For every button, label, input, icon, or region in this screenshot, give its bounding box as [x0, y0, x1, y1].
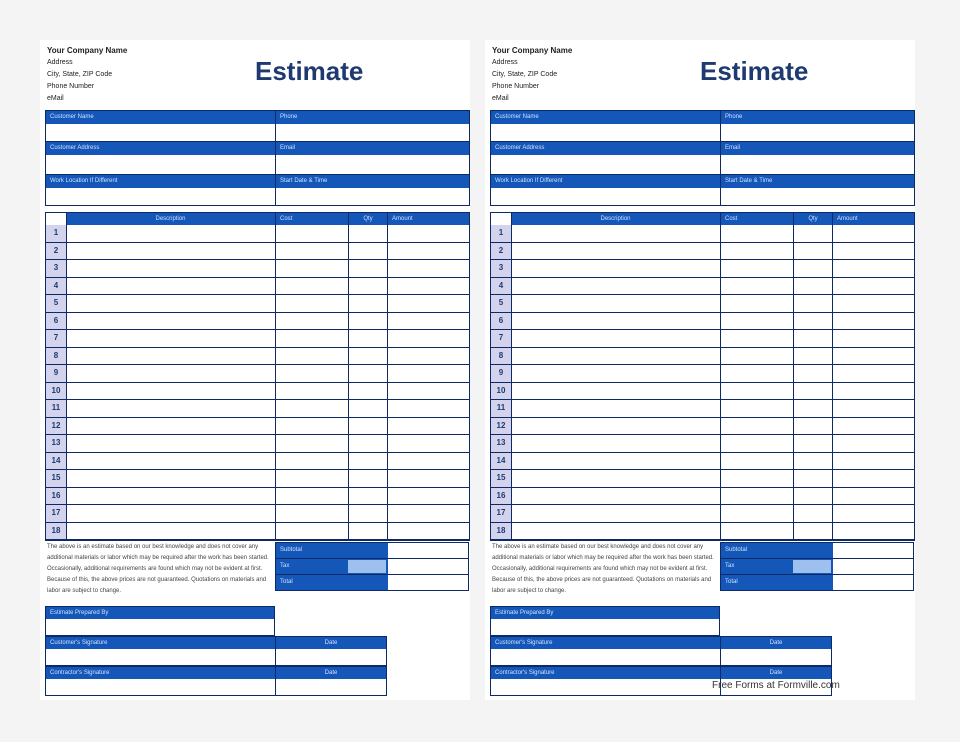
- subtotal-label: Subtotal: [721, 543, 833, 558]
- customer-signature-header: Customer's Signature: [491, 637, 720, 649]
- email-header: Email: [721, 142, 914, 155]
- row-number: 14: [46, 453, 66, 471]
- amount-header: Amount: [833, 213, 914, 225]
- total-row: [720, 574, 914, 591]
- table-row: [46, 435, 469, 453]
- row-number: 15: [46, 470, 66, 488]
- company-address: Address: [47, 59, 73, 66]
- table-row: [46, 313, 469, 331]
- row-number: 18: [491, 523, 511, 541]
- estimate-form-left: [40, 40, 470, 700]
- table-row: [491, 418, 914, 436]
- table-row: [46, 278, 469, 296]
- table-row: [491, 523, 914, 541]
- row-number: 6: [46, 313, 66, 331]
- tax-label: Tax: [276, 559, 388, 574]
- table-row: [491, 383, 914, 401]
- table-row: [46, 225, 469, 243]
- customer-address-header: Customer Address: [46, 142, 275, 155]
- contractor-signature-header: Contractor's Signature: [46, 667, 275, 679]
- row-number: 6: [491, 313, 511, 331]
- customer-signature-box: [45, 636, 387, 666]
- customer-name-header: Customer Name: [46, 111, 275, 124]
- prepared-by-box: [45, 606, 275, 636]
- table-row: [491, 330, 914, 348]
- row-number: 11: [46, 400, 66, 418]
- table-row: [46, 523, 469, 541]
- row-number: 1: [46, 225, 66, 243]
- row-number: 5: [46, 295, 66, 313]
- row-number: 14: [491, 453, 511, 471]
- line-items-table: [45, 212, 470, 541]
- form-title: Estimate: [700, 56, 809, 86]
- table-row: [46, 348, 469, 366]
- table-row: [491, 453, 914, 471]
- table-row: [46, 243, 469, 261]
- company-name: Your Company Name: [492, 46, 573, 55]
- table-row: [491, 488, 914, 506]
- start-date-header: Start Date & Time: [721, 175, 914, 188]
- table-row: [491, 470, 914, 488]
- total-label: Total: [721, 575, 833, 590]
- cost-header: Cost: [276, 213, 348, 225]
- table-row: [491, 225, 914, 243]
- table-row: [491, 365, 914, 383]
- row-number: 12: [46, 418, 66, 436]
- table-row: [46, 383, 469, 401]
- row-number: 16: [46, 488, 66, 506]
- row-number: 7: [46, 330, 66, 348]
- company-phone: Phone Number: [47, 83, 95, 90]
- qty-header: Qty: [794, 213, 832, 225]
- company-email: eMail: [492, 95, 509, 102]
- row-number: 3: [491, 260, 511, 278]
- row-number: 8: [46, 348, 66, 366]
- row-number: 15: [491, 470, 511, 488]
- start-date-header: Start Date & Time: [276, 175, 469, 188]
- prepared-by-header: Estimate Prepared By: [46, 607, 274, 619]
- tax-label: Tax: [721, 559, 833, 574]
- form-title: Estimate: [255, 56, 364, 86]
- company-phone: Phone Number: [492, 83, 540, 90]
- table-row: [491, 348, 914, 366]
- estimate-disclaimer: The above is an estimate based on our best knowledge and does not cover any additional materials or labor which may be required after the work has been started. Occasionally, additional requirements are found which may not be evident at first. Because of this, the above prices are not guaranteed. Quotations on materials and labor are subject to change.: [492, 544, 714, 594]
- table-row: [46, 295, 469, 313]
- table-row: [46, 488, 469, 506]
- table-row: [491, 400, 914, 418]
- phone-header: Phone: [721, 111, 914, 124]
- row-number: 10: [491, 383, 511, 401]
- customer-date-header: Date: [721, 637, 831, 649]
- customer-date-header: Date: [276, 637, 386, 649]
- table-row: [46, 365, 469, 383]
- table-row: [46, 330, 469, 348]
- table-row: [46, 453, 469, 471]
- row-number: 8: [491, 348, 511, 366]
- table-row: [491, 278, 914, 296]
- customer-name-header: Customer Name: [491, 111, 720, 124]
- company-city: City, State, ZIP Code: [492, 71, 558, 78]
- row-number: 13: [491, 435, 511, 453]
- row-number: 7: [491, 330, 511, 348]
- table-row: [491, 260, 914, 278]
- subtotal-label: Subtotal: [276, 543, 388, 558]
- total-label: Total: [276, 575, 388, 590]
- description-header: Description: [511, 213, 720, 225]
- row-number: 1: [491, 225, 511, 243]
- row-number: 13: [46, 435, 66, 453]
- tax-row: [720, 558, 914, 575]
- row-number: 17: [46, 505, 66, 523]
- line-items-table: [490, 212, 915, 541]
- qty-header: Qty: [349, 213, 387, 225]
- table-row: [46, 505, 469, 523]
- table-row: [46, 400, 469, 418]
- tax-rate-field[interactable]: [793, 560, 831, 573]
- table-row: [491, 505, 914, 523]
- row-number: 17: [491, 505, 511, 523]
- company-address: Address: [492, 59, 518, 66]
- row-number: 16: [491, 488, 511, 506]
- subtotal-row: [275, 542, 469, 559]
- tax-rate-field[interactable]: [348, 560, 386, 573]
- company-block: [47, 45, 127, 105]
- estimate-disclaimer: The above is an estimate based on our best knowledge and does not cover any additional materials or labor which may be required after the work has been started. Occasionally, additional requirements are found which may not be evident at first. Because of this, the above prices are not guaranteed. Quotations on materials and labor are subject to change.: [47, 544, 269, 594]
- contractor-signature-header: Contractor's Signature: [491, 667, 720, 679]
- row-number: 12: [491, 418, 511, 436]
- row-number: 4: [491, 278, 511, 296]
- phone-header: Phone: [276, 111, 469, 124]
- row-number: 5: [491, 295, 511, 313]
- row-number: 2: [46, 243, 66, 261]
- amount-header: Amount: [388, 213, 469, 225]
- table-row: [491, 243, 914, 261]
- customer-signature-header: Customer's Signature: [46, 637, 275, 649]
- row-number: 11: [491, 400, 511, 418]
- customer-address-header: Customer Address: [491, 142, 720, 155]
- row-number: 18: [46, 523, 66, 541]
- contractor-signature-box: [45, 666, 387, 696]
- customer-info-box: [490, 110, 915, 206]
- company-email: eMail: [47, 95, 64, 102]
- footer-credit: Free Forms at Formville.com: [712, 680, 840, 691]
- company-city: City, State, ZIP Code: [47, 71, 113, 78]
- company-name: Your Company Name: [47, 46, 128, 55]
- row-number: 4: [46, 278, 66, 296]
- tax-row: [275, 558, 469, 575]
- table-row: [46, 470, 469, 488]
- table-row: [46, 260, 469, 278]
- row-number: 9: [46, 365, 66, 383]
- table-row: [491, 313, 914, 331]
- customer-signature-box: [490, 636, 832, 666]
- row-number: 10: [46, 383, 66, 401]
- customer-info-box: [45, 110, 470, 206]
- table-row: [46, 418, 469, 436]
- work-location-header: Work Location If Different: [46, 175, 275, 188]
- estimate-form-right: [485, 40, 915, 700]
- work-location-header: Work Location If Different: [491, 175, 720, 188]
- cost-header: Cost: [721, 213, 793, 225]
- row-number: 9: [491, 365, 511, 383]
- total-row: [275, 574, 469, 591]
- email-header: Email: [276, 142, 469, 155]
- table-row: [491, 295, 914, 313]
- contractor-date-header: Date: [276, 667, 386, 679]
- prepared-by-header: Estimate Prepared By: [491, 607, 719, 619]
- row-number: 2: [491, 243, 511, 261]
- contractor-date-header: Date: [721, 667, 831, 679]
- subtotal-row: [720, 542, 914, 559]
- table-row: [491, 435, 914, 453]
- description-header: Description: [66, 213, 275, 225]
- row-number: 3: [46, 260, 66, 278]
- company-block: [492, 45, 572, 105]
- prepared-by-box: [490, 606, 720, 636]
